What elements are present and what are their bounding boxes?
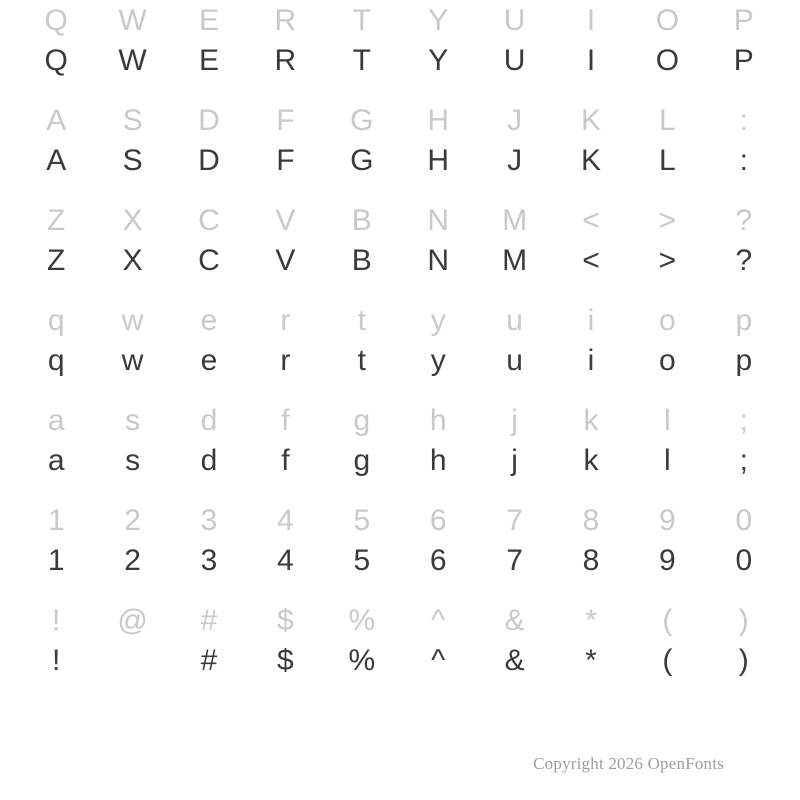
sample-glyph: R bbox=[274, 44, 297, 77]
sample-glyph: Z bbox=[47, 244, 66, 277]
sample-glyph: L bbox=[659, 144, 676, 177]
sample-glyph: Y bbox=[428, 44, 449, 77]
sample-glyph: U bbox=[503, 44, 526, 77]
reference-glyph: 6 bbox=[429, 504, 447, 537]
reference-row-lowercase-row-1 bbox=[0, 304, 800, 346]
sample-glyph: 1 bbox=[47, 544, 65, 577]
reference-glyph: r bbox=[280, 304, 291, 337]
reference-glyph: N bbox=[427, 204, 450, 237]
reference-glyph: S bbox=[122, 104, 143, 137]
sample-glyph: T bbox=[352, 44, 371, 77]
sample-glyph: $ bbox=[277, 644, 294, 677]
glyph-block-uppercase-row-3 bbox=[0, 204, 800, 304]
sample-glyph: X bbox=[122, 244, 143, 277]
reference-row-digits-row bbox=[0, 504, 800, 546]
sample-glyph: S bbox=[122, 144, 143, 177]
sample-row-symbols-row bbox=[0, 646, 800, 704]
reference-glyph: K bbox=[580, 104, 601, 137]
sample-glyph: s bbox=[125, 444, 141, 477]
sample-glyph: G bbox=[350, 144, 374, 177]
reference-glyph: $ bbox=[277, 604, 294, 637]
reference-glyph: Z bbox=[47, 204, 66, 237]
sample-glyph: D bbox=[198, 144, 220, 177]
reference-glyph: F bbox=[276, 104, 295, 137]
sample-glyph: y bbox=[430, 344, 446, 377]
sample-glyph: g bbox=[353, 444, 371, 477]
sample-glyph: E bbox=[198, 44, 219, 77]
reference-glyph: < bbox=[582, 204, 600, 237]
reference-glyph: 0 bbox=[735, 504, 753, 537]
reference-row-uppercase-row-1 bbox=[0, 0, 800, 46]
sample-glyph: J bbox=[507, 144, 523, 177]
sample-glyph: a bbox=[47, 444, 65, 477]
reference-glyph: d bbox=[200, 404, 218, 437]
sample-glyph: u bbox=[506, 344, 523, 377]
glyph-block-lowercase-row-1 bbox=[0, 304, 800, 404]
sample-glyph: r bbox=[280, 344, 291, 377]
sample-glyph: C bbox=[198, 244, 220, 277]
sample-row-uppercase-row-3 bbox=[0, 246, 800, 304]
sample-glyph: o bbox=[659, 344, 676, 377]
reference-glyph: 5 bbox=[353, 504, 371, 537]
reference-glyph: i bbox=[587, 304, 595, 337]
glyph-block-uppercase-row-1 bbox=[0, 0, 800, 104]
reference-glyph: % bbox=[348, 604, 376, 637]
glyph-block-digits-row bbox=[0, 504, 800, 604]
copyright-notice: Copyright 2026 OpenFonts bbox=[533, 754, 724, 773]
reference-glyph: P bbox=[733, 4, 754, 37]
reference-glyph: u bbox=[506, 304, 523, 337]
reference-glyph: @ bbox=[117, 604, 148, 637]
reference-glyph: f bbox=[281, 404, 290, 437]
sample-glyph: ^ bbox=[431, 644, 446, 677]
reference-glyph: L bbox=[659, 104, 676, 137]
sample-glyph: I bbox=[586, 44, 596, 77]
sample-glyph: F bbox=[276, 144, 295, 177]
glyph-block-symbols-row bbox=[0, 604, 800, 704]
sample-glyph: ; bbox=[739, 444, 748, 477]
sample-glyph: j bbox=[511, 444, 518, 477]
sample-row-lowercase-row-1 bbox=[0, 346, 800, 404]
sample-glyph: t bbox=[357, 344, 366, 377]
reference-glyph: ? bbox=[735, 204, 753, 237]
sample-glyph: M bbox=[502, 244, 528, 277]
sample-glyph: p bbox=[735, 344, 753, 377]
reference-row-lowercase-row-2 bbox=[0, 404, 800, 446]
sample-glyph: ! bbox=[52, 644, 61, 677]
reference-glyph: & bbox=[504, 604, 525, 637]
reference-glyph: p bbox=[735, 304, 753, 337]
sample-glyph: k bbox=[583, 444, 599, 477]
reference-glyph: Y bbox=[428, 4, 449, 37]
sample-glyph: d bbox=[200, 444, 218, 477]
sample-glyph: 8 bbox=[582, 544, 600, 577]
reference-glyph: # bbox=[200, 604, 218, 637]
sample-row-digits-row bbox=[0, 546, 800, 604]
sample-glyph: q bbox=[47, 344, 65, 377]
reference-glyph: Q bbox=[44, 4, 68, 37]
reference-glyph: B bbox=[351, 204, 372, 237]
reference-glyph: o bbox=[659, 304, 676, 337]
reference-glyph: A bbox=[46, 104, 67, 137]
reference-glyph: s bbox=[125, 404, 141, 437]
reference-glyph: ( bbox=[662, 604, 673, 637]
reference-glyph: C bbox=[198, 204, 220, 237]
sample-glyph: & bbox=[504, 644, 525, 677]
sample-glyph: H bbox=[427, 144, 450, 177]
reference-glyph: ; bbox=[739, 404, 748, 437]
reference-glyph: 3 bbox=[200, 504, 218, 537]
sample-glyph: h bbox=[429, 444, 447, 477]
reference-glyph: ) bbox=[738, 604, 749, 637]
sample-glyph: < bbox=[582, 244, 600, 277]
reference-row-symbols-row bbox=[0, 604, 800, 646]
sample-glyph: ( bbox=[662, 644, 673, 677]
sample-glyph: l bbox=[664, 444, 671, 477]
sample-glyph: 5 bbox=[353, 544, 371, 577]
sample-glyph: 3 bbox=[200, 544, 218, 577]
reference-glyph: 1 bbox=[47, 504, 65, 537]
sample-row-uppercase-row-2 bbox=[0, 146, 800, 204]
reference-glyph: R bbox=[274, 4, 297, 37]
sample-row-uppercase-row-1 bbox=[0, 46, 800, 104]
reference-glyph: l bbox=[664, 404, 671, 437]
reference-row-uppercase-row-2 bbox=[0, 104, 800, 146]
reference-glyph: W bbox=[118, 4, 147, 37]
sample-glyph: f bbox=[281, 444, 290, 477]
sample-glyph: 2 bbox=[124, 544, 141, 577]
sample-glyph: 7 bbox=[506, 544, 523, 577]
reference-glyph: ! bbox=[52, 604, 61, 637]
reference-glyph: V bbox=[275, 204, 296, 237]
reference-glyph: D bbox=[198, 104, 220, 137]
reference-glyph: e bbox=[200, 304, 218, 337]
sample-glyph: ? bbox=[735, 244, 753, 277]
reference-glyph: 9 bbox=[659, 504, 676, 537]
reference-glyph: h bbox=[429, 404, 447, 437]
sample-glyph: 4 bbox=[277, 544, 294, 577]
reference-glyph: J bbox=[507, 104, 523, 137]
sample-glyph: W bbox=[118, 44, 147, 77]
sample-glyph: 0 bbox=[735, 544, 753, 577]
sample-glyph: > bbox=[658, 244, 677, 277]
reference-glyph: X bbox=[122, 204, 143, 237]
reference-glyph: a bbox=[47, 404, 65, 437]
reference-glyph: H bbox=[427, 104, 450, 137]
sample-glyph: V bbox=[275, 244, 296, 277]
sample-glyph: A bbox=[46, 144, 67, 177]
reference-glyph: q bbox=[47, 304, 65, 337]
sample-glyph: B bbox=[351, 244, 372, 277]
reference-glyph: t bbox=[357, 304, 366, 337]
sample-glyph: O bbox=[655, 44, 680, 77]
sample-glyph: Q bbox=[44, 44, 68, 77]
reference-glyph: U bbox=[503, 4, 526, 37]
reference-glyph: 7 bbox=[506, 504, 523, 537]
reference-glyph: w bbox=[121, 304, 144, 337]
reference-glyph: y bbox=[430, 304, 446, 337]
reference-glyph: * bbox=[585, 604, 597, 637]
reference-glyph: O bbox=[655, 4, 680, 37]
reference-glyph: 2 bbox=[124, 504, 141, 537]
sample-row-lowercase-row-2 bbox=[0, 446, 800, 504]
reference-glyph: j bbox=[511, 404, 518, 437]
sample-glyph: * bbox=[585, 644, 597, 677]
reference-glyph: M bbox=[502, 204, 528, 237]
sample-glyph: # bbox=[200, 644, 218, 677]
sample-glyph: i bbox=[587, 344, 595, 377]
reference-glyph: > bbox=[658, 204, 677, 237]
reference-glyph: T bbox=[352, 4, 371, 37]
glyph-block-uppercase-row-2 bbox=[0, 104, 800, 204]
reference-glyph: g bbox=[353, 404, 371, 437]
sample-glyph: w bbox=[121, 344, 144, 377]
reference-glyph: G bbox=[350, 104, 374, 137]
sample-glyph: N bbox=[427, 244, 450, 277]
reference-row-uppercase-row-3 bbox=[0, 204, 800, 246]
sample-glyph: P bbox=[733, 44, 754, 77]
sample-glyph bbox=[94, 646, 170, 704]
sample-glyph: e bbox=[200, 344, 218, 377]
reference-glyph: : bbox=[739, 104, 748, 137]
reference-glyph: E bbox=[198, 4, 219, 37]
sample-glyph: 6 bbox=[429, 544, 447, 577]
sample-glyph: K bbox=[580, 144, 601, 177]
sample-glyph: % bbox=[348, 644, 376, 677]
sample-glyph: ) bbox=[738, 644, 749, 677]
sample-glyph: 9 bbox=[659, 544, 676, 577]
reference-glyph: 8 bbox=[582, 504, 600, 537]
reference-glyph: k bbox=[583, 404, 599, 437]
reference-glyph: ^ bbox=[431, 604, 446, 637]
reference-glyph: I bbox=[586, 4, 596, 37]
glyph-block-lowercase-row-2 bbox=[0, 404, 800, 504]
reference-glyph: 4 bbox=[277, 504, 294, 537]
sample-glyph: : bbox=[739, 144, 748, 177]
